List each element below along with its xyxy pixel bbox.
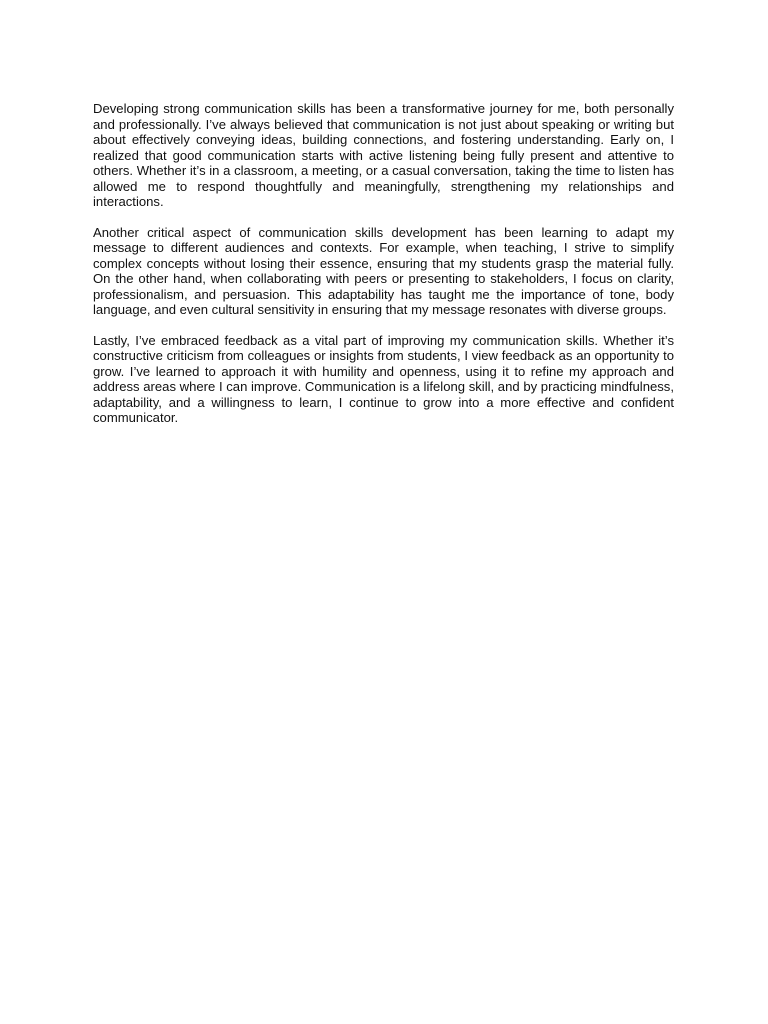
paragraph: Another critical aspect of communication skills development has been learning to adapt my message to different audiences and contexts. For example, when teaching, I strive to simplify complex concepts without losing their essence, ensuring that my students grasp the material fully. On the other hand, when collaborating with peers or presenting to stakeholders, I focus on clarity, professionalism, and persuasion. This adaptability has taught me the importance of tone, body language, and even cultural sensitivity in ensuring that my message resonates with diverse groups. bbox=[93, 224, 674, 317]
document-body bbox=[93, 101, 674, 441]
paragraph: Lastly, I’ve embraced feedback as a vital part of improving my communication skills. Whether it’s constructive criticism from colleagues or insights from students, I view feedback as an opportunity to grow. I’ve learned to approach it with humility and openness, using it to refine my approach and address areas where I can improve. Communication is a lifelong skill, and by practicing mindfulness, adaptability, and a willingness to learn, I continue to grow into a more effective and confident communicator. bbox=[93, 332, 674, 425]
paragraph: Developing strong communication skills has been a transformative journey for me, both personally and professionally. I’ve always believed that communication is not just about speaking or writing but about effectively conveying ideas, building connections, and fostering understanding. Early on, I realized that good communication starts with active listening being fully present and attentive to others. Whether it’s in a classroom, a meeting, or a casual conversation, taking the time to listen has allowed me to respond thoughtfully and meaningfully, strengthening my relationships and interactions. bbox=[93, 101, 674, 209]
